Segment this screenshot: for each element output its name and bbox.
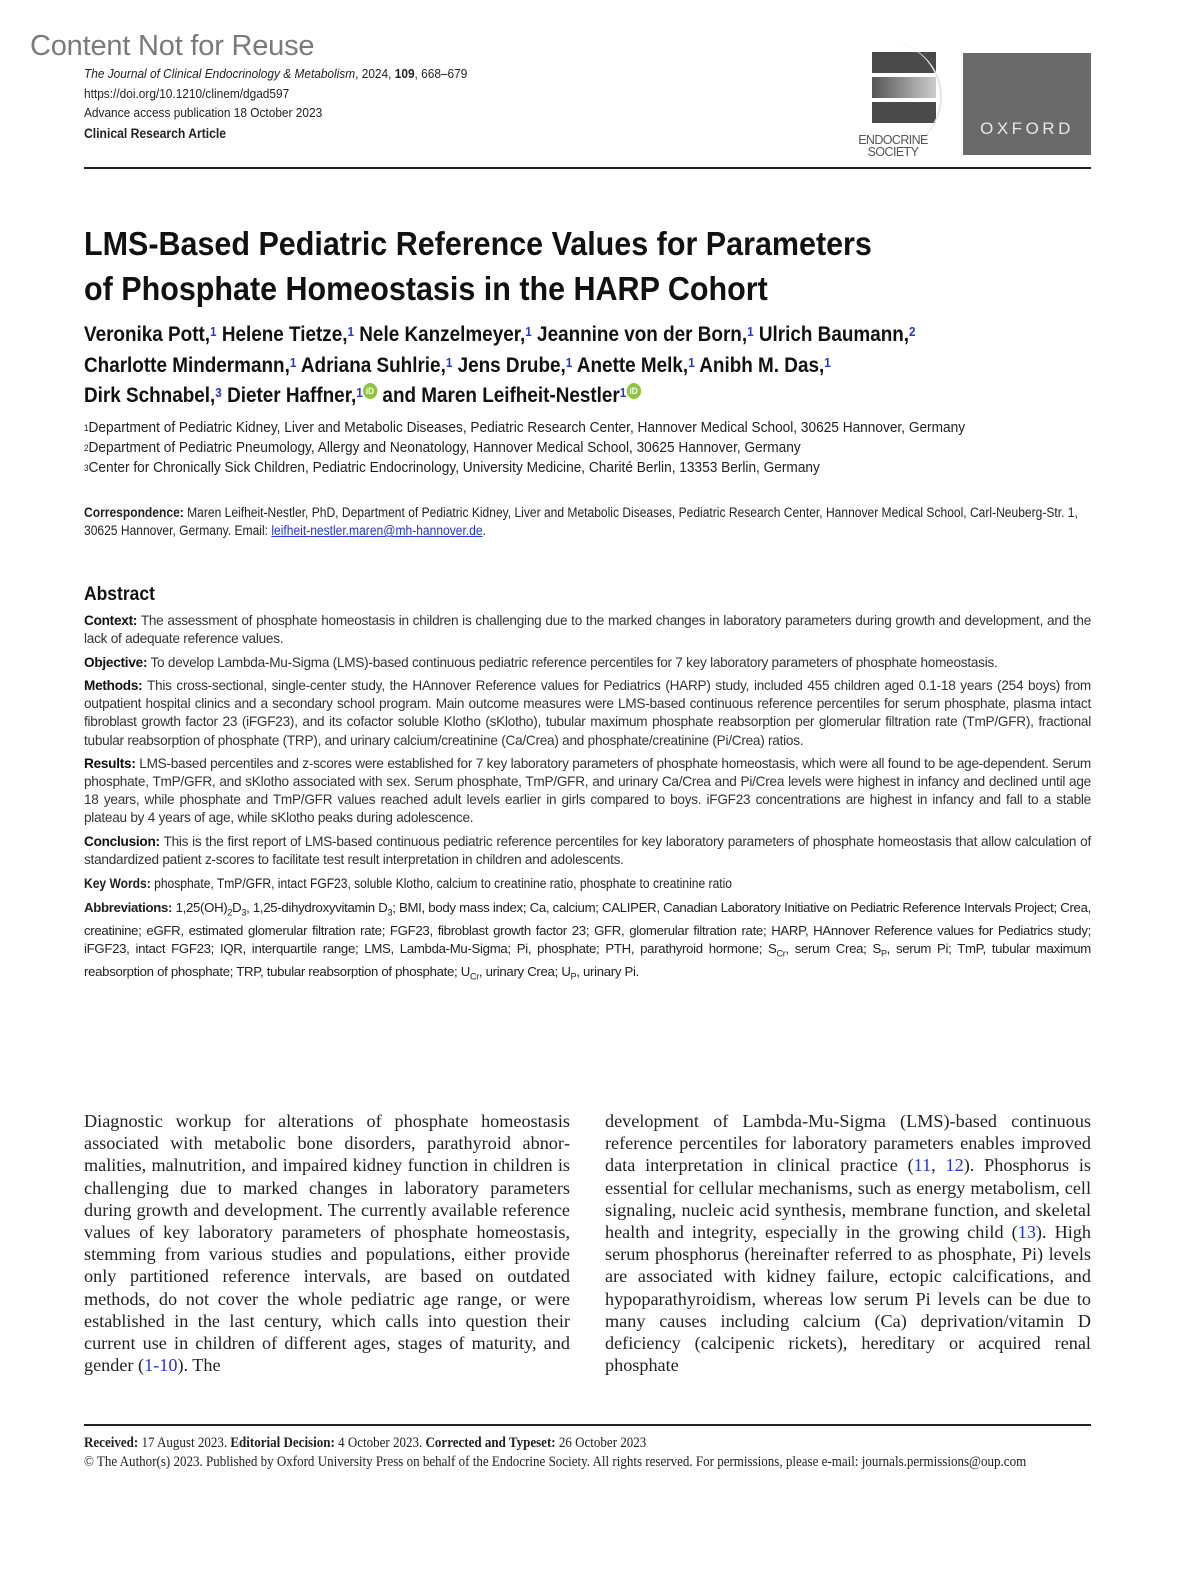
correspondence: Correspondence: Maren Leifheit-Nestler, PhD, Department of Pediatric Kidney, Liver and Metabolic Diseases, Pediatric Research Center, Hannover Medical School, Carl-Neuberg-Str. 1, 30625 Hannover, Germany. Email: leifheit-nestler.maren@mh-hannover.de. bbox=[84, 505, 1078, 539]
correspondence-text: Maren Leifheit-Nestler, PhD, Department of Pediatric Kidney, Liver and Metabolic Diseases, Pediatric Research Center, Hannover Medical School, Carl-Neuberg-Str. 1, 30625 Hannover, Germany. Email: bbox=[84, 505, 1078, 539]
author[interactable]: Adriana Suhlrie,$^1$ bbox=[300, 353, 453, 377]
oxford-logo bbox=[963, 53, 1091, 155]
affiliation: $^2$Department of Pediatric Pneumology, Allergy and Neonatology, Hannover Medical School, 30625 Hannover, Germany bbox=[84, 439, 801, 457]
title-line-2: of Phosphate Homeostasis in the HARP Cohort bbox=[84, 271, 768, 308]
affiliation: $^3$Center for Chronically Sick Children, Pediatric Endocrinology, University Medicine, Charité Berlin, 13353 Berlin, Germany bbox=[84, 459, 820, 477]
abbreviations: Abbreviations: $1,25(OH)_2D_3$, 1,25-dihydroxyvitamin $D_3$; BMI, body mass index; Ca, calcium; CALIPER, Canadian Laboratory Initiative on Pediatric Reference Intervals Project; Crea, creatinine; eGFR, estimated glomerular filtration rate; FGF23, fibroblast growth factor 23; GFR, glomerular filtration rate; HARP, HAnnover Reference values for Pediatrics study; iFGF23, intact FGF23; IQR, interquartile range; LMS, Lambda-Mu-Sigma; Pi, phosphate; PTH, parathyroid hormone; $S_{Cr}$, serum Crea; $S_P$, serum Pi; TmP, tubular maximum reabsorption of phosphate; TRP, tubular reabsorption of phosphate; $U_{Cr}$, urinary Crea; $U_P$, urinary Pi. bbox=[84, 899, 1091, 983]
abstract-heading: Abstract bbox=[84, 584, 155, 605]
journal-volume: 109 bbox=[394, 66, 415, 81]
orcid-icon[interactable]: iD bbox=[363, 383, 377, 399]
author[interactable]: Jeannine von der Born,$^1$ bbox=[537, 323, 754, 346]
copyright: © The Author(s) 2023. Published by Oxford University Press on behalf of the Endocrine Society. All rights reserved. For permissions, please e-mail: journals.permissions@oup.com bbox=[84, 1453, 1027, 1470]
abstract-methods: Methods: This cross-sectional, single-center study, the HAnnover Reference values for Pediatrics (HARP) study, included 455 children aged 0.1-18 years (254 boys) from outpatient hospital clinics and a secondary school program. Main outcome measures were LMS-based continuous reference percentiles for serum phosphate, plasma intact fibroblast growth factor 23 (iFGF23), and its cofactor soluble Klotho (sKlotho), tubular maximum phosphate reabsorption per glomerular filtration rate (TmP/GFR), fractional tubular reabsorption of phosphate (TRP), and urinary calcium/creatinine (Ca/Crea) and phosphate/creatinine (Pi/Crea) ratios. bbox=[84, 678, 1091, 748]
footer bbox=[84, 1434, 1094, 1471]
author[interactable]: Dirk Schnabel,$^3$ bbox=[84, 384, 222, 407]
endocrine-society-logo-icon bbox=[872, 52, 936, 122]
author[interactable]: Ulrich Baumann,$^2$ bbox=[758, 323, 916, 346]
title-line-1: LMS-Based Pediatric Reference Values for Parameters bbox=[84, 226, 872, 263]
author[interactable]: Anette Melk,$^1$ bbox=[576, 353, 695, 377]
citation-link[interactable]: 12 bbox=[945, 1155, 964, 1176]
journal-meta bbox=[84, 64, 467, 123]
citation-link[interactable]: 13 bbox=[1017, 1222, 1036, 1243]
abstract-objective: Objective: To develop Lambda-Mu-Sigma (LMS)-based continuous pediatric reference percentiles for 7 key laboratory parameters of phosphate homeostasis. bbox=[84, 654, 998, 670]
journal-name: The Journal of Clinical Endocrinology & Metabolism bbox=[84, 66, 356, 81]
doi-link[interactable]: https://doi.org/10.1210/clinem/dgad597 bbox=[84, 85, 290, 101]
endocrine-logo-text-1: ENDOCRINE bbox=[858, 133, 928, 147]
author[interactable]: Veronika Pott,$^1$ bbox=[84, 323, 217, 346]
body-column-left: Diagnostic workup for alterations of phosphate homeostasis associated with metabolic bone disorders, parathyroid abnormalities, malnutrition, and impaired kidney function in children is challenging due to marked changes in laboratory parameters during growth and development. The currently available reference values of key laboratory parameters of phosphate homeostasis, stemming from various studies and populations, either provide only partitioned reference intervals, are based on outdated methods, do not cover the whole pediatric age range, or were established in the last century, which calls into question their current use in children of different ages, stages of maturity, and gender (1-10). The bbox=[84, 1111, 570, 1376]
endocrine-logo-text-2: SOCIETY bbox=[867, 145, 919, 159]
affiliations bbox=[84, 418, 1083, 479]
email-link[interactable]: leifheit-nestler.maren@mh-hannover.de bbox=[271, 523, 483, 539]
abstract-context: Context: The assessment of phosphate homeostasis in children is challenging due to the marked changes in laboratory parameters during growth and development, and the lack of adequate reference values. bbox=[84, 613, 1091, 647]
affiliation: $^1$Department of Pediatric Kidney, Liver and Metabolic Diseases, Pediatric Research Center, Hannover Medical School, 30625 Hannover, Germany bbox=[84, 419, 966, 436]
abstract bbox=[84, 584, 1091, 987]
abstract-conclusion: Conclusion: This is the first report of LMS-based continuous pediatric reference percentiles for key laboratory parameters of phosphate homeostasis that allow calculation of standardized patient z-scores to facilitate test result interpretation in children and adolescents. bbox=[84, 834, 1092, 868]
orcid-icon[interactable]: iD bbox=[626, 383, 640, 399]
key-words: Key Words: phosphate, TmP/GFR, intact FGF23, soluble Klotho, calcium to creatinine ratio, phosphate to creatinine ratio bbox=[84, 875, 733, 891]
author[interactable]: Nele Kanzelmeyer,$^1$ bbox=[359, 323, 532, 346]
journal-year: 2024 bbox=[361, 66, 389, 81]
author[interactable]: Helene Tietze,$^1$ bbox=[221, 323, 355, 346]
citation-link[interactable]: 11 bbox=[913, 1155, 932, 1176]
watermark: Content Not for Reuse bbox=[30, 30, 315, 62]
publication-dates: Received: 17 August 2023. Editorial Decision: 4 October 2023. Corrected and Typeset: 26 October 2023 bbox=[84, 1435, 647, 1451]
journal-citation: The Journal of Clinical Endocrinology & Metabolism, 2024, 109, 668–679 bbox=[84, 66, 468, 81]
author[interactable]: and Maren Leifheit-Nestler$^1$ bbox=[382, 384, 627, 407]
article-type: Clinical Research Article bbox=[84, 126, 227, 141]
article-title bbox=[84, 222, 994, 312]
header-divider bbox=[84, 167, 1091, 169]
advance-access: Advance access publication 18 October 2023 bbox=[84, 105, 323, 120]
author[interactable]: Dieter Haffner,$^1$ bbox=[227, 384, 363, 407]
journal-pages: 668–679 bbox=[421, 66, 468, 81]
oxford-logo-text: OXFORD bbox=[980, 119, 1074, 138]
author[interactable]: Jens Drube,$^1$ bbox=[457, 353, 573, 377]
abstract-results: Results: LMS-based percentiles and z-scores were established for 7 key laboratory parameters of phosphate homeostasis, which were all found to be age-dependent. Serum phosphate, TmP/GFR, and sKlotho associated with sex. Serum phosphate, TmP/GFR, and urinary Ca/Crea and Pi/Crea levels were highest in infancy and declined until age 18 years, while phosphate and TmP/GFR values reached adult levels earlier in girls compared to boys. iFGF23 concentrations are highest in infancy and fall to a stable plateau by 4 years of age, while sKlotho peaks during adolescence. bbox=[84, 756, 1091, 826]
correspondence-label: Correspondence: bbox=[84, 505, 184, 520]
citation-link[interactable]: 1-10 bbox=[144, 1355, 178, 1376]
author[interactable]: Charlotte Mindermann,$^1$ bbox=[84, 353, 297, 377]
body-column-right: development of Lambda-Mu-Sigma (LMS)-based continuous reference percentiles for laboratory parameters enables improved data interpretation in clinical practice (11, 12). Phosphorus is essential for cellular mechanisms, such as energy metabolism, cell signaling, nucleic acid synthesis, membrane function, and skeletal health and integrity, especially in the growing child (13). High serum phosphorus (hereinafter referred to as phosphate, Pi) levels are associated with kidney failure, ectopic calcifications, and hypoparathyroidism, whereas low serum Pi levels can be due to many causes including calcium (Ca) deprivation/vitamin D deficiency (calcipenic rickets), hereditary or acquired renal phosphate bbox=[605, 1111, 1092, 1376]
footer-divider bbox=[84, 1424, 1091, 1426]
author[interactable]: Anibh M. Das,$^1$ bbox=[699, 353, 831, 377]
endocrine-society-logo bbox=[849, 52, 937, 162]
author-list bbox=[84, 320, 1092, 412]
